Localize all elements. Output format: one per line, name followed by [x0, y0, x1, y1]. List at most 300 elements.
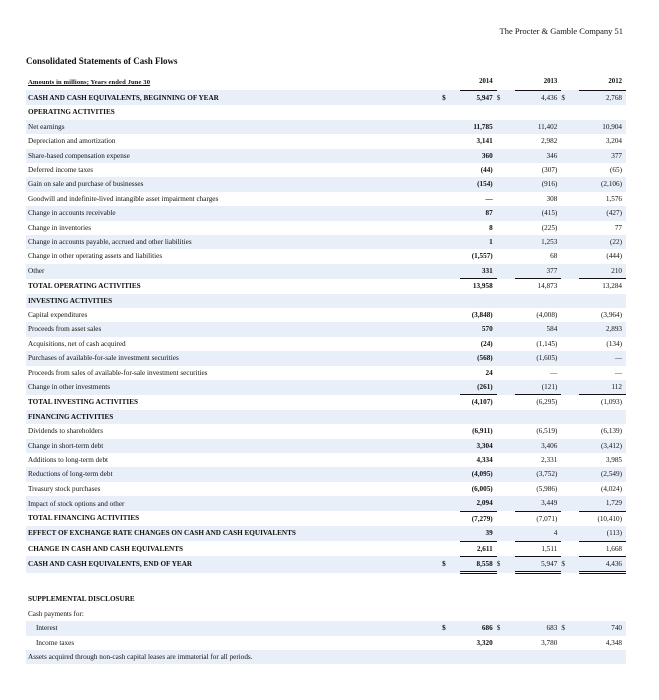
value-2: 2,893 [579, 322, 626, 336]
value-2: (444) [606, 252, 622, 261]
table-row [26, 650, 626, 664]
value-1: 14,873 [537, 282, 558, 291]
currency-symbol [561, 511, 579, 526]
column-header-row [26, 75, 626, 90]
currency-symbol [497, 206, 515, 220]
value-2: (3,964) [601, 311, 622, 319]
currency-symbol [497, 380, 515, 395]
currency-symbol [561, 482, 579, 496]
currency-symbol [561, 177, 579, 191]
row-label: Gain on sale and purchase of businesses [26, 177, 442, 191]
currency-symbol [561, 134, 579, 148]
currency-symbol: $ [497, 621, 515, 635]
value-1: (6,295) [536, 398, 558, 407]
row-label: Depreciation and amortization [28, 137, 116, 146]
document-title: Consolidated Statements of Cash Flows [26, 56, 178, 66]
currency-symbol [497, 607, 515, 621]
table-row [26, 177, 626, 191]
currency-symbol: $ [497, 90, 515, 105]
row-label: OPERATING ACTIVITIES [28, 108, 115, 117]
currency-symbol [497, 337, 515, 351]
value-2: (65) [610, 165, 622, 174]
row-label: Capital expenditures [28, 311, 88, 319]
value-0: 2,094 [460, 496, 496, 511]
currency-symbol [442, 424, 460, 438]
value-1: (916) [515, 177, 561, 191]
currency-symbol: $ [561, 621, 579, 635]
value-0: (568) [460, 351, 496, 365]
currency-symbol [561, 453, 579, 467]
value-0: 5,947 [460, 90, 496, 105]
currency-symbol [561, 105, 579, 119]
value-1: 377 [515, 264, 561, 279]
table-row [26, 496, 626, 511]
currency-symbol [561, 249, 579, 263]
currency-symbol [561, 439, 579, 453]
currency-symbol [442, 526, 460, 541]
currency-symbol [442, 380, 460, 395]
value-0: 3,320 [476, 638, 493, 647]
value-2: — [614, 368, 622, 377]
value-1: 308 [546, 194, 558, 203]
row-label: Interest [26, 621, 442, 635]
row-label: Acquisitions, net of cash acquired [28, 339, 126, 348]
currency-symbol [442, 192, 460, 206]
table-row [26, 105, 626, 119]
table-row [26, 424, 626, 438]
value-2: 2,768 [579, 90, 626, 105]
row-label: Net earnings [26, 120, 442, 134]
value-2: 3,985 [605, 456, 622, 465]
currency-symbol [561, 636, 579, 650]
currency-symbol [442, 453, 460, 467]
value-0 [460, 410, 496, 424]
currency-symbol [561, 351, 579, 365]
table-row [26, 294, 626, 308]
row-label: CHANGE IN CASH AND CASH EQUIVALENTS [28, 544, 184, 553]
currency-symbol [442, 249, 460, 263]
table-row [26, 541, 626, 556]
currency-symbol [442, 177, 460, 191]
value-1 [515, 105, 561, 119]
table-row [26, 526, 626, 541]
currency-symbol [442, 395, 460, 410]
value-2: (2,549) [579, 467, 626, 481]
row-label: TOTAL INVESTING ACTIVITIES [28, 398, 138, 407]
value-2: 210 [579, 264, 626, 279]
value-0: 8,558 [460, 556, 496, 572]
value-0: 8 [489, 223, 493, 232]
currency-symbol [442, 496, 460, 511]
row-label: EFFECT OF EXCHANGE RATE CHANGES ON CASH AND CASH EQUIVALENTS [26, 526, 442, 541]
row-label: Dividends to shareholders [28, 427, 104, 436]
currency-symbol: $ [442, 621, 460, 635]
value-1 [515, 294, 561, 308]
value-1 [515, 410, 561, 424]
value-0: (4,095) [460, 467, 496, 481]
currency-symbol [497, 249, 515, 263]
cash-flow-body [26, 90, 626, 572]
value-2 [579, 410, 626, 424]
table-row [26, 395, 626, 410]
value-2: 10,904 [579, 120, 626, 134]
value-1: 3,406 [515, 439, 561, 453]
value-0: 331 [460, 264, 496, 279]
table-row [26, 607, 626, 621]
currency-symbol [497, 294, 515, 308]
value-2: 1,668 [579, 541, 626, 556]
value-1: (415) [515, 206, 561, 220]
currency-symbol [442, 439, 460, 453]
value-0 [460, 105, 496, 119]
value-1: 5,947 [515, 556, 561, 572]
value-2: — [579, 351, 626, 365]
value-0: 4,334 [476, 456, 493, 465]
currency-symbol [442, 221, 460, 235]
table-row [26, 264, 626, 279]
currency-symbol [497, 149, 515, 163]
currency-symbol [561, 395, 579, 410]
currency-symbol [497, 279, 515, 294]
table-row [26, 279, 626, 294]
value-2: 4,348 [605, 638, 622, 647]
currency-symbol [561, 206, 579, 220]
currency-symbol [561, 192, 579, 206]
table-row [26, 467, 626, 481]
table-row [26, 366, 626, 380]
currency-symbol [561, 607, 579, 621]
table-row [26, 235, 626, 249]
currency-symbol [561, 541, 579, 556]
value-2: (113) [579, 526, 626, 541]
row-label: TOTAL OPERATING ACTIVITIES [28, 281, 141, 290]
currency-symbol [442, 650, 460, 664]
currency-symbol [561, 221, 579, 235]
value-2: 1,576 [605, 194, 622, 203]
currency-symbol [442, 410, 460, 424]
currency-symbol [497, 366, 515, 380]
currency-symbol [561, 366, 579, 380]
currency-symbol [497, 120, 515, 134]
value-0 [460, 607, 496, 621]
currency-symbol [442, 163, 460, 177]
value-2 [579, 294, 626, 308]
value-1: (307) [541, 165, 558, 174]
value-0: (44) [480, 165, 493, 174]
value-2: 377 [579, 149, 626, 163]
value-2: (4,024) [601, 484, 622, 493]
value-0: (6,911) [472, 427, 493, 436]
value-1: (4,008) [536, 311, 558, 319]
row-label: Change in accounts receivable [26, 206, 442, 220]
table-row [26, 322, 626, 336]
row-label: INVESTING ACTIVITIES [26, 294, 442, 308]
row-label: Income taxes [36, 638, 75, 647]
currency-symbol [497, 439, 515, 453]
table-row [26, 439, 626, 453]
value-2: (427) [579, 206, 626, 220]
table-row [26, 120, 626, 134]
currency-symbol [497, 395, 515, 410]
currency-symbol [442, 467, 460, 481]
value-0: 87 [460, 206, 496, 220]
value-2: (3,412) [579, 439, 626, 453]
currency-symbol [442, 264, 460, 279]
value-1: 4,436 [515, 90, 561, 105]
currency-symbol [442, 105, 460, 119]
currency-symbol [497, 308, 515, 322]
currency-symbol [497, 467, 515, 481]
supplemental-body [26, 573, 626, 665]
row-label: Goodwill and indefinite-lived intangible asset impairment charges [28, 194, 219, 203]
currency-symbol [497, 351, 515, 365]
supplemental-heading-row [26, 592, 626, 606]
row-label: FINANCING ACTIVITIES [26, 410, 442, 424]
currency-symbol [561, 120, 579, 134]
row-label: CASH AND CASH EQUIVALENTS, BEGINNING OF YEAR [26, 90, 442, 105]
row-label: Share-based compensation expense [26, 149, 442, 163]
currency-symbol: $ [497, 556, 515, 572]
value-1: (6,519) [536, 427, 558, 436]
value-1: (5,986) [536, 484, 558, 493]
value-1: 4 [515, 526, 561, 541]
value-0: (261) [460, 380, 496, 395]
currency-symbol [497, 650, 515, 664]
value-2: 1,729 [579, 496, 626, 511]
value-1: 11,402 [515, 120, 561, 134]
table-row [26, 621, 626, 635]
table-row [26, 482, 626, 496]
currency-symbol [561, 149, 579, 163]
currency-symbol [561, 496, 579, 511]
currency-symbol [561, 410, 579, 424]
currency-symbol [442, 120, 460, 134]
currency-symbol [442, 366, 460, 380]
value-0: 686 [460, 621, 496, 635]
value-0: 1 [460, 235, 496, 249]
table-row [26, 337, 626, 351]
value-2: (2,106) [579, 177, 626, 191]
value-1: (121) [515, 380, 561, 395]
table-row [26, 351, 626, 365]
currency-symbol [561, 380, 579, 395]
row-label: Proceeds from sales of available-for-sale investment securities [28, 368, 208, 377]
value-0: (154) [460, 177, 496, 191]
section-spacer [26, 573, 626, 593]
currency-symbol [497, 235, 515, 249]
table-row [26, 192, 626, 206]
value-2: 77 [614, 223, 622, 232]
value-1: (1,605) [515, 351, 561, 365]
value-2: (22) [579, 235, 626, 249]
table-row [26, 134, 626, 148]
value-2: (10,410) [597, 514, 622, 523]
currency-symbol [561, 322, 579, 336]
value-0 [460, 294, 496, 308]
row-label: Reductions of long-term debt [26, 467, 442, 481]
value-0: (4,107) [471, 398, 493, 407]
value-0: 2,611 [460, 541, 496, 556]
table-row [26, 221, 626, 235]
value-1: 584 [515, 322, 561, 336]
currency-symbol [497, 636, 515, 650]
currency-symbol [497, 221, 515, 235]
value-0: (6,005) [471, 484, 493, 493]
table-row [26, 149, 626, 163]
value-1: 1,253 [515, 235, 561, 249]
row-label: Purchases of available-for-sale investment securities [26, 351, 442, 365]
currency-symbol [561, 294, 579, 308]
value-0: (1,557) [471, 252, 493, 261]
currency-symbol [497, 105, 515, 119]
value-2 [579, 105, 626, 119]
value-0: (24) [480, 339, 493, 348]
value-0: 11,785 [460, 120, 496, 134]
value-1: 68 [550, 252, 558, 261]
currency-symbol [442, 636, 460, 650]
currency-symbol [561, 650, 579, 664]
row-label: Change in inventories [28, 223, 92, 232]
table-row [26, 206, 626, 220]
table-row [26, 90, 626, 105]
value-0: 3,141 [476, 137, 493, 146]
table-row [26, 556, 626, 572]
supplemental-heading: SUPPLEMENTAL DISCLOSURE [28, 595, 135, 604]
value-0 [460, 650, 496, 664]
cash-flow-table [26, 75, 626, 664]
value-0: 24 [485, 368, 493, 377]
currency-symbol [442, 235, 460, 249]
table-row [26, 453, 626, 467]
value-2 [579, 607, 626, 621]
currency-symbol [561, 235, 579, 249]
currency-symbol [442, 294, 460, 308]
currency-symbol [442, 308, 460, 322]
row-label: Assets acquired through non-cash capital leases are immaterial for all periods. [26, 650, 442, 664]
currency-symbol [497, 541, 515, 556]
value-1: (3,752) [515, 467, 561, 481]
currency-symbol [442, 351, 460, 365]
value-1: — [550, 368, 558, 377]
currency-symbol [497, 163, 515, 177]
year-header: 2014 [460, 75, 496, 90]
currency-symbol [497, 410, 515, 424]
table-row [26, 308, 626, 322]
row-label: Change in short-term debt [26, 439, 442, 453]
year-header: 2012 [579, 75, 626, 90]
currency-symbol: $ [561, 556, 579, 572]
currency-symbol: $ [442, 90, 460, 105]
year-header: 2013 [515, 75, 561, 90]
currency-symbol [497, 264, 515, 279]
currency-symbol [442, 279, 460, 294]
currency-symbol [497, 496, 515, 511]
page-header: The Procter & Gamble Company 51 [499, 26, 623, 36]
currency-symbol [561, 337, 579, 351]
currency-symbol [561, 279, 579, 294]
currency-symbol [442, 482, 460, 496]
currency-symbol [497, 134, 515, 148]
currency-symbol [442, 206, 460, 220]
currency-symbol [497, 511, 515, 526]
table-row [26, 410, 626, 424]
row-label: Impact of stock options and other [26, 496, 442, 511]
value-1: (7,071) [536, 514, 558, 523]
value-2: 112 [579, 380, 626, 395]
currency-symbol [561, 163, 579, 177]
currency-symbol [442, 337, 460, 351]
value-2 [579, 650, 626, 664]
currency-symbol [442, 607, 460, 621]
currency-symbol [497, 526, 515, 541]
currency-symbol [561, 424, 579, 438]
currency-symbol [497, 482, 515, 496]
currency-symbol [442, 149, 460, 163]
value-2: (6,139) [601, 427, 622, 436]
value-2: 4,436 [579, 556, 626, 572]
currency-symbol [561, 467, 579, 481]
table-row [26, 249, 626, 263]
value-0: (3,848) [471, 311, 493, 319]
currency-symbol: $ [561, 90, 579, 105]
value-2: 740 [579, 621, 626, 635]
row-label: Deferred income taxes [28, 165, 94, 174]
currency-symbol [442, 322, 460, 336]
value-1: 1,511 [515, 541, 561, 556]
currency-symbol [497, 322, 515, 336]
value-2: 13,284 [602, 282, 622, 291]
value-1: 683 [515, 621, 561, 635]
value-1: 346 [515, 149, 561, 163]
value-0: 39 [460, 526, 496, 541]
value-1: 2,331 [541, 456, 558, 465]
currency-symbol [497, 424, 515, 438]
currency-symbol [497, 177, 515, 191]
value-1: 3,449 [515, 496, 561, 511]
row-label: CASH AND CASH EQUIVALENTS, END OF YEAR [26, 556, 442, 572]
value-1 [515, 607, 561, 621]
value-1: 3,780 [541, 638, 558, 647]
currency-symbol: $ [442, 556, 460, 572]
value-0: 360 [460, 149, 496, 163]
row-label: Change in accounts payable, accrued and other liabilities [26, 235, 442, 249]
table-row [26, 163, 626, 177]
currency-symbol [561, 526, 579, 541]
row-label: Change in other operating assets and liabilities [28, 252, 163, 261]
value-2: 3,204 [605, 137, 622, 146]
table-row [26, 511, 626, 526]
value-2: (134) [606, 339, 622, 348]
value-0: 570 [460, 322, 496, 336]
row-label: Change in other investments [26, 380, 442, 395]
value-2: (1,093) [601, 398, 622, 407]
table-row [26, 380, 626, 395]
table-row [26, 636, 626, 650]
row-label: Treasury stock purchases [28, 484, 101, 493]
value-0: (7,279) [471, 514, 493, 523]
currency-symbol [561, 264, 579, 279]
row-label: TOTAL FINANCING ACTIVITIES [28, 514, 140, 523]
value-0: — [485, 194, 493, 203]
value-0: 13,958 [472, 282, 493, 291]
row-label: Proceeds from asset sales [26, 322, 442, 336]
row-label: Cash payments for: [28, 609, 84, 618]
value-0: 3,304 [460, 439, 496, 453]
currency-symbol [442, 134, 460, 148]
value-1 [515, 650, 561, 664]
currency-symbol [442, 541, 460, 556]
currency-symbol [497, 453, 515, 467]
